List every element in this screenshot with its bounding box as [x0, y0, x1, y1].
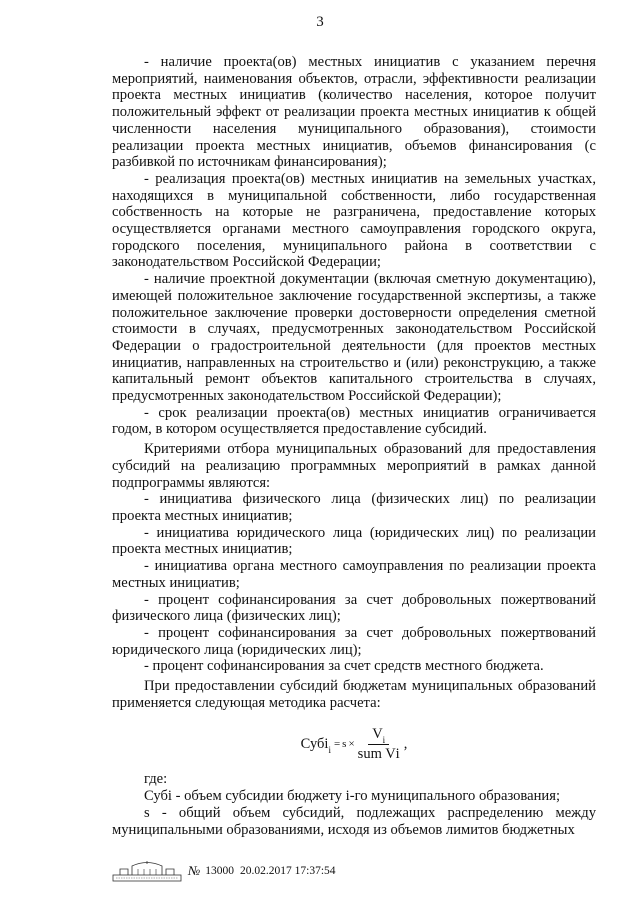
paragraph: - инициатива органа местного самоуправления по реализации проекта местных инициатив;	[112, 558, 596, 591]
formula-s: s	[342, 738, 347, 751]
document-footer	[112, 858, 472, 884]
document-body	[112, 54, 596, 838]
paragraph: Критериями отбора муниципальных образований для предоставления субсидий на реализацию программных мероприятий в рамках данной подпрограммы являются:	[112, 441, 596, 491]
paragraph: - инициатива юридического лица (юридических лиц) по реализации проекта местных инициатив;	[112, 524, 596, 558]
page-number: 3	[316, 14, 324, 30]
formula-times: ×	[348, 738, 355, 751]
document-datetime: 20.02.2017 17:37:54	[240, 865, 336, 877]
paragraph: - реализация проекта(ов) местных инициатив на земельных участках, находящихся в муниципальной собственности, либо государственная собственность на которые не разграничена, предоставление которых осуществляется органами местного самоуправления городского округа, городского поселения, муниципального района в соответствии с законодательством Российской Федерации;	[112, 170, 596, 271]
paragraph: - инициатива физического лица (физических лиц) по реализации проекта местных инициатив;	[112, 491, 596, 524]
paragraph: где:	[144, 771, 168, 788]
paragraph: - наличие проектной документации (включая сметную документацию), имеющей положительное заключение государственной экспертизы, а также положительное заключение проверки достоверности определения сметной стоимости в случаях, предусмотренных законодательством Российской Федерации о градостроительной деятельности (для проектов местных инициатив, направленных на строительство и (или) реконструкцию, а также капитальный ремонт объектов капитального строительства в случаях, предусмотренных законодательством Российской Федерации);	[112, 271, 596, 405]
paragraph: - процент софинансирования за счет средств местного бюджета.	[144, 658, 544, 675]
number-sign: №	[188, 863, 201, 878]
calculation-formula	[112, 723, 596, 765]
paragraph: - процент софинансирования за счет добровольных пожертвований юридического лица (юридических лиц);	[112, 624, 596, 658]
paragraph: - процент софинансирования за счет добровольных пожертвований физического лица (физических лиц);	[112, 591, 596, 625]
paragraph: - наличие проекта(ов) местных инициатив с указанием перечня мероприятий, наименования объектов, отрасли, эффективности реализации проекта местных инициатив (количество населения, которое получит положительный эффект от реализации проекта местных инициатив к общей численности населения муниципального образования), стоимости реализации проекта местных инициатив, объемов финансирования (с разбивкой по источникам финансирования);	[112, 54, 596, 171]
formula-fraction	[358, 726, 400, 763]
formula-denominator: sum Vі	[357, 746, 400, 763]
paragraph: - срок реализации проекта(ов) местных инициатив ограничивается годом, в котором осуществляется предоставление субсидий.	[112, 404, 596, 438]
formula-numerator: $V_і$	[368, 726, 389, 746]
registry-stamp-icon	[112, 860, 182, 882]
paragraph: Субі - объем субсидии бюджету і-го муниципального образования;	[144, 788, 560, 805]
formula-lhs: Субі$_і$	[300, 735, 331, 755]
paragraph: При предоставлении субсидий бюджетам муниципальных образований применяется следующая методика расчета:	[112, 678, 596, 711]
paragraph: s - общий объем субсидий, подлежащих распределению между муниципальными образованиями, исходя из объемов лимитов бюджетных	[112, 804, 596, 838]
formula-equals: =	[333, 738, 341, 751]
formula-comma: ,	[403, 736, 408, 753]
document-number: 13000	[205, 865, 235, 877]
